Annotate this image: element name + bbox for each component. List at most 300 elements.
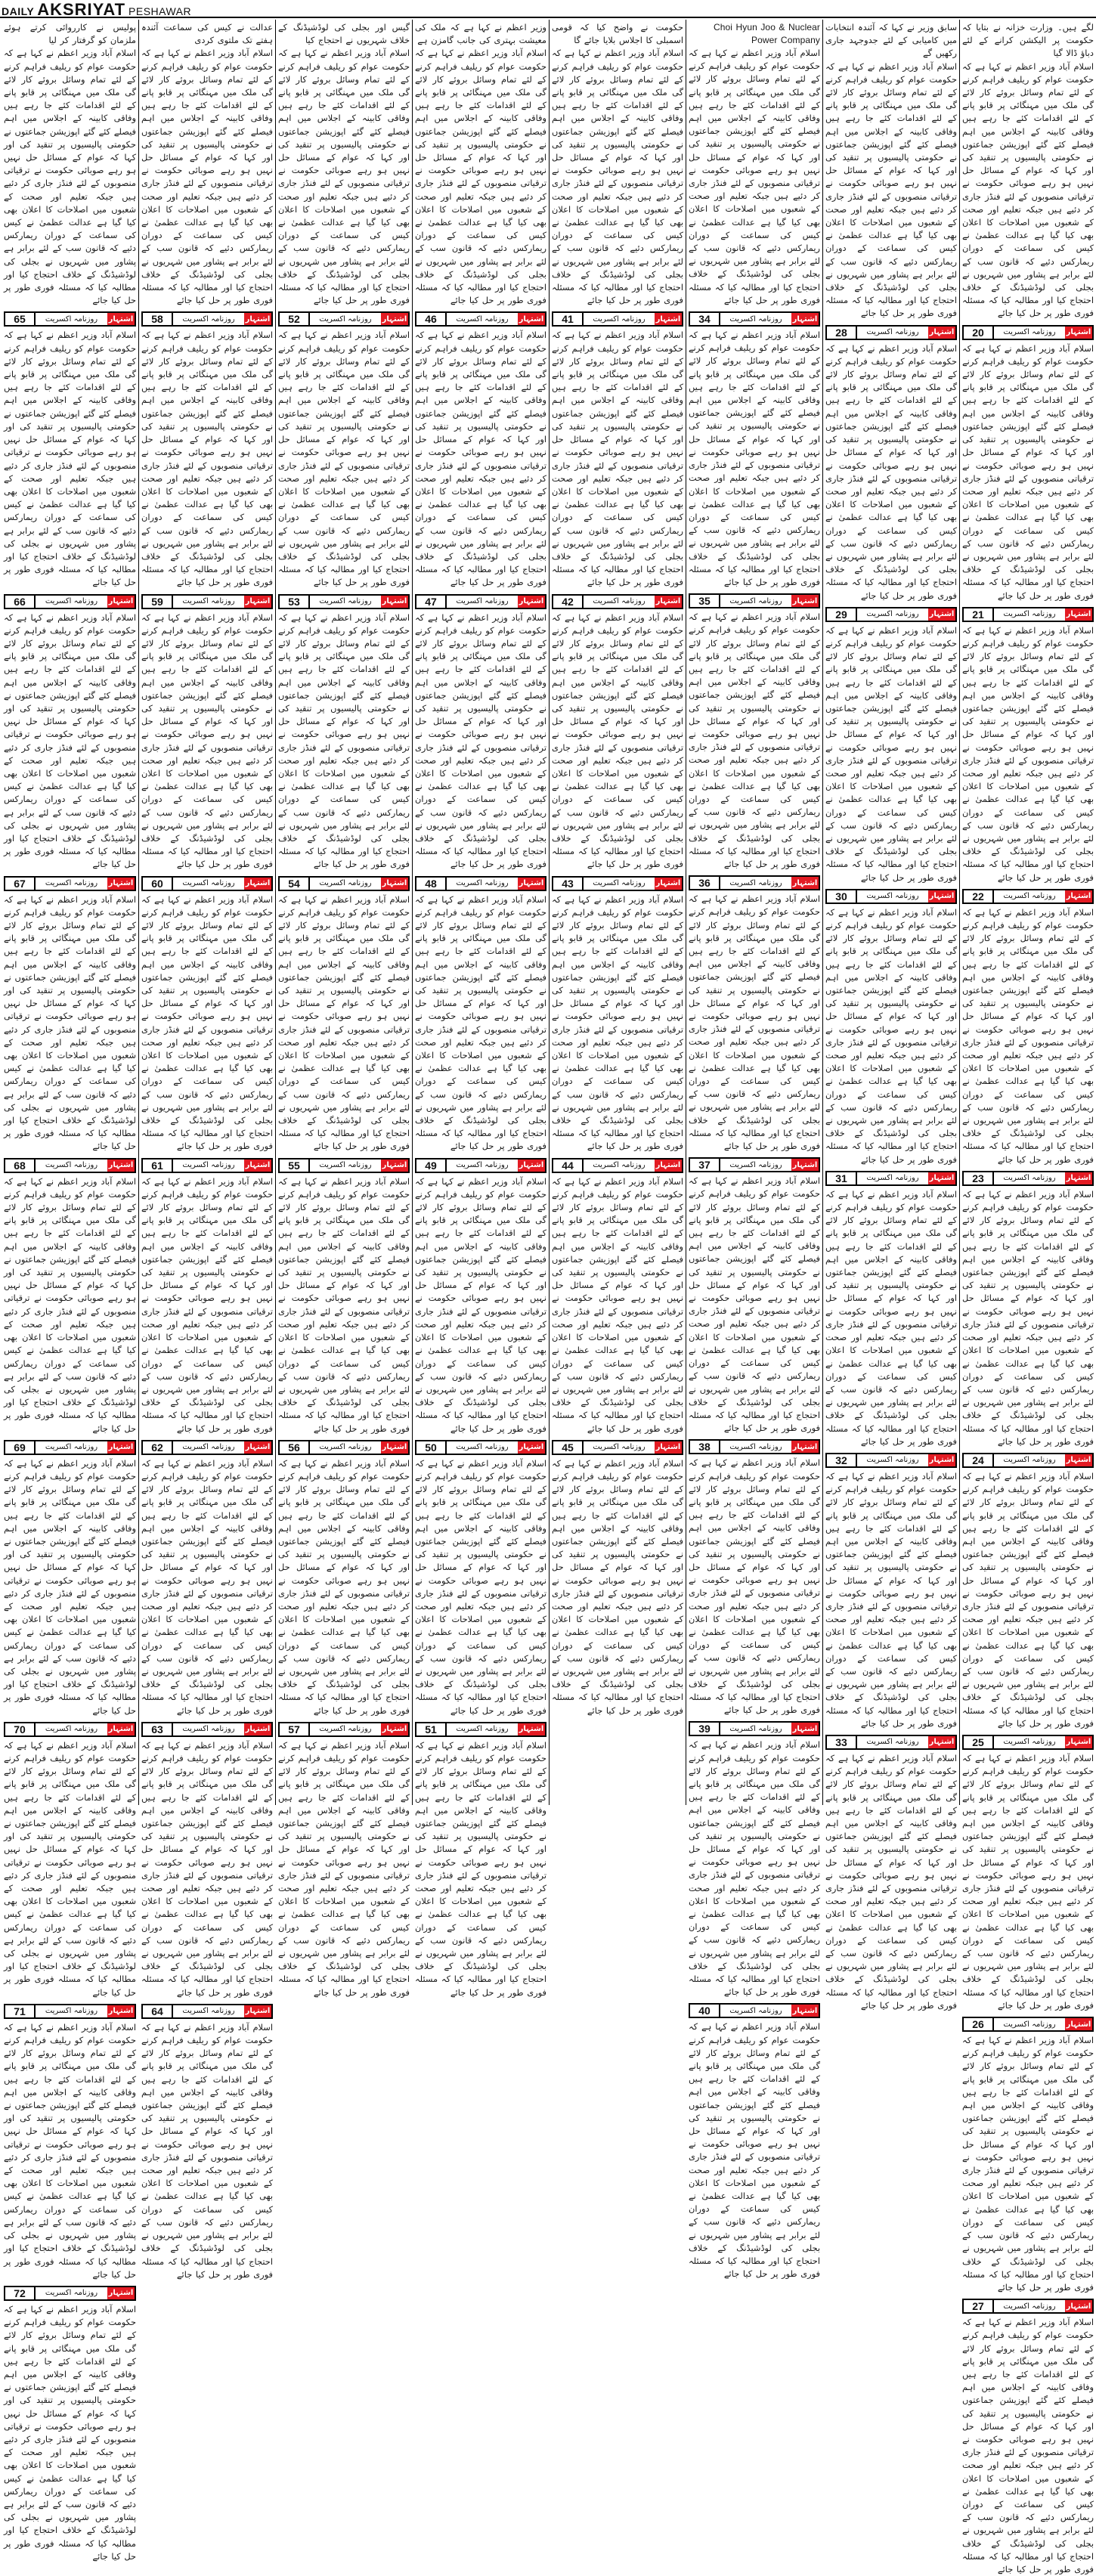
column-5 — [412, 20, 549, 1998]
story-tag — [415, 1722, 546, 1737]
story-tag-brand: اشتہار — [1065, 1736, 1092, 1748]
story-tag-brand: اشتہار — [655, 596, 682, 608]
story-tag-label: روزنامہ اکسریت — [1003, 610, 1056, 619]
story-body: اسلام آباد وزیر اعظم نے کہا ہے کہ حکومت عوام کو ریلیف فراہم کرنے کے لئے تمام وسائل بروئے کار لائے گی ملک میں مہنگائی پر قابو پانے کے لئے اقدامات کئے جا رہے ہیں وفاقی کابینہ کے اجلاس میں اہم فیصلے کئے گئے اپوزیشن جماعتوں نے حکومتی پالیسیوں پر تنقید کی اور کہا کہ عوام کے مسائل حل نہیں ہو رہے صوبائی حکومت نے ترقیاتی منصوبوں کے لئے فنڈز جاری کر دئیے ہیں جبکہ تعلیم اور صحت کے شعبوں میں اصلاحات کا اعلان بھی کیا گیا ہے عدالت عظمیٰ نے کیس کی سماعت کے دوران ریمارکس دئیے کہ قانون سب کے لئے برابر ہے پشاور میں شہریوں نے بجلی کی لوڈشیڈنگ کے خلاف احتجاج کیا اور مطالبہ کیا کہ مسئلہ فوری طور پر حل کیا جائے — [4, 2021, 136, 2280]
story-tag-label: روزنامہ اکسریت — [1003, 2302, 1056, 2311]
story-tag — [415, 1440, 546, 1455]
story-block — [415, 594, 546, 872]
story-tag-brand: اشتہار — [655, 313, 682, 325]
story-number: 23 — [964, 1172, 994, 1184]
story-number: 58 — [143, 313, 173, 325]
story-tag — [4, 311, 136, 327]
story-body: اسلام آباد وزیر اعظم نے کہا ہے کہ حکومت عوام کو ریلیف فراہم کرنے کے لئے تمام وسائل بروئے کار لائے گی ملک میں مہنگائی پر قابو پانے کے لئے اقدامات کئے جا رہے ہیں وفاقی کابینہ کے اجلاس میں اہم فیصلے کئے گئے اپوزیشن جماعتوں نے حکومتی پالیسیوں پر تنقید کی اور کہا کہ عوام کے مسائل حل نہیں ہو رہے صوبائی حکومت نے ترقیاتی منصوبوں کے لئے فنڈز جاری کر دئیے ہیں جبکہ تعلیم اور صحت کے شعبوں میں اصلاحات کا اعلان بھی کیا گیا ہے عدالت عظمیٰ نے کیس کی سماعت کے دوران ریمارکس دئیے کہ قانون سب کے لئے برابر ہے پشاور میں شہریوں نے بجلی کی لوڈشیڈنگ کے خلاف احتجاج کیا اور مطالبہ کیا کہ مسئلہ فوری طور پر حل کیا جائے — [552, 611, 683, 870]
story-tag-brand: اشتہار — [1065, 890, 1092, 903]
story-number: 48 — [416, 878, 447, 890]
story-number: 41 — [553, 313, 584, 325]
story-tag-brand: اشتہار — [791, 1723, 819, 1735]
story-tag — [415, 1158, 546, 1173]
story-tag — [141, 876, 273, 891]
story-block — [552, 311, 683, 589]
story-tag-label: روزنامہ اکسریت — [1003, 2020, 1056, 2029]
story-number: 38 — [690, 1441, 720, 1453]
story-tag-label: روزنامہ اکسریت — [45, 1725, 98, 1734]
story-tag — [689, 875, 820, 890]
story-number: 36 — [690, 877, 720, 889]
story-body: اسلام آباد وزیر اعظم نے کہا ہے کہ حکومت عوام کو ریلیف فراہم کرنے کے لئے تمام وسائل بروئے کار لائے گی ملک میں مہنگائی پر قابو پانے کے لئے اقدامات کئے جا رہے ہیں وفاقی کابینہ کے اجلاس میں اہم فیصلے کئے گئے اپوزیشن جماعتوں نے حکومتی پالیسیوں پر تنقید کی اور کہا کہ عوام کے مسائل حل نہیں ہو رہے صوبائی حکومت نے ترقیاتی منصوبوں کے لئے فنڈز جاری کر دئیے ہیں جبکہ تعلیم اور صحت کے شعبوں میں اصلاحات کا اعلان بھی کیا گیا ہے عدالت عظمیٰ نے کیس کی سماعت کے دوران ریمارکس دئیے کہ قانون سب کے لئے برابر ہے پشاور میں شہریوں نے بجلی کی لوڈشیڈنگ کے خلاف احتجاج کیا اور مطالبہ کیا کہ مسئلہ فوری طور پر حل کیا جائے — [141, 2021, 273, 2280]
story-block — [4, 2286, 136, 2563]
story-block — [825, 607, 957, 884]
story-tag — [825, 1735, 957, 1750]
column-lead-text: عدالت نے کیس کی سماعت آئندہ ہفتے تک ملتوی کردی — [141, 22, 273, 46]
story-tag-brand: اشتہار — [928, 327, 955, 339]
story-tag-brand: اشتہار — [518, 313, 545, 325]
story-number: 51 — [416, 1723, 447, 1735]
story-tag-label: روزنامہ اکسریت — [319, 314, 372, 324]
story-number: 40 — [690, 2005, 720, 2017]
column-body-text: اسلام آباد وزیر اعظم نے کہا ہے کہ حکومت عوام کو ریلیف فراہم کرنے کے لئے تمام وسائل بروئے کار لائے گی ملک میں مہنگائی پر قابو پانے کے لئے اقدامات کئے جا رہے ہیں وفاقی کابینہ کے اجلاس میں اہم فیصلے کئے گئے اپوزیشن جماعتوں نے حکومتی پالیسیوں پر تنقید کی اور کہا کہ عوام کے مسائل حل نہیں ہو رہے صوبائی حکومت نے ترقیاتی منصوبوں کے لئے فنڈز جاری کر دئیے ہیں جبکہ تعلیم اور صحت کے شعبوں میں اصلاحات کا اعلان بھی کیا گیا ہے عدالت عظمیٰ نے کیس کی سماعت کے دوران ریمارکس دئیے کہ قانون سب کے لئے برابر ہے پشاور میں شہریوں نے بجلی کی لوڈشیڈنگ کے خلاف احتجاج کیا اور مطالبہ کیا کہ مسئلہ فوری طور پر حل کیا جائے — [278, 48, 410, 306]
story-number: 42 — [553, 596, 584, 608]
story-tag-label: روزنامہ اکسریت — [1003, 1174, 1056, 1183]
story-tag-label: روزنامہ اکسریت — [866, 1738, 919, 1747]
story-block — [278, 311, 410, 589]
story-tag — [962, 1735, 1094, 1750]
story-block — [552, 876, 683, 1153]
story-number: 70 — [5, 1723, 36, 1735]
story-number: 31 — [827, 1172, 857, 1184]
story-number: 66 — [5, 596, 36, 608]
story-block — [689, 1721, 820, 1999]
story-body: اسلام آباد وزیر اعظم نے کہا ہے کہ حکومت عوام کو ریلیف فراہم کرنے کے لئے تمام وسائل بروئے کار لائے گی ملک میں مہنگائی پر قابو پانے کے لئے اقدامات کئے جا رہے ہیں وفاقی کابینہ کے اجلاس میں اہم فیصلے کئے گئے اپوزیشن جماعتوں نے حکومتی پالیسیوں پر تنقید کی اور کہا کہ عوام کے مسائل حل نہیں ہو رہے صوبائی حکومت نے ترقیاتی منصوبوں کے لئے فنڈز جاری کر دئیے ہیں جبکہ تعلیم اور صحت کے شعبوں میں اصلاحات کا اعلان بھی کیا گیا ہے عدالت عظمیٰ نے کیس کی سماعت کے دوران ریمارکس دئیے کہ قانون سب کے لئے برابر ہے پشاور میں شہریوں نے بجلی کی لوڈشیڈنگ کے خلاف احتجاج کیا اور مطالبہ کیا کہ مسئلہ فوری طور پر حل کیا جائے — [4, 1739, 136, 1998]
story-body: اسلام آباد وزیر اعظم نے کہا ہے کہ حکومت عوام کو ریلیف فراہم کرنے کے لئے تمام وسائل بروئے کار لائے گی ملک میں مہنگائی پر قابو پانے کے لئے اقدامات کئے جا رہے ہیں وفاقی کابینہ کے اجلاس میں اہم فیصلے کئے گئے اپوزیشن جماعتوں نے حکومتی پالیسیوں پر تنقید کی اور کہا کہ عوام کے مسائل حل نہیں ہو رہے صوبائی حکومت نے ترقیاتی منصوبوں کے لئے فنڈز جاری کر دئیے ہیں جبکہ تعلیم اور صحت کے شعبوں میں اصلاحات کا اعلان بھی کیا گیا ہے عدالت عظمیٰ نے کیس کی سماعت کے دوران ریمارکس دئیے کہ قانون سب کے لئے برابر ہے پشاور میں شہریوں نے بجلی کی لوڈشیڈنگ کے خلاف احتجاج کیا اور مطالبہ کیا کہ مسئلہ فوری طور پر حل کیا جائے — [415, 1739, 546, 1998]
story-number: 45 — [553, 1441, 584, 1454]
story-tag — [278, 876, 410, 891]
column-7 — [138, 20, 275, 2280]
story-body: اسلام آباد وزیر اعظم نے کہا ہے کہ حکومت عوام کو ریلیف فراہم کرنے کے لئے تمام وسائل بروئے کار لائے گی ملک میں مہنگائی پر قابو پانے کے لئے اقدامات کئے جا رہے ہیں وفاقی کابینہ کے اجلاس میں اہم فیصلے کئے گئے اپوزیشن جماعتوں نے حکومتی پالیسیوں پر تنقید کی اور کہا کہ عوام کے مسائل حل نہیں ہو رہے صوبائی حکومت نے ترقیاتی منصوبوں کے لئے فنڈز جاری کر دئیے ہیں جبکہ تعلیم اور صحت کے شعبوں میں اصلاحات کا اعلان بھی کیا گیا ہے عدالت عظمیٰ نے کیس کی سماعت کے دوران ریمارکس دئیے کہ قانون سب کے لئے برابر ہے پشاور میں شہریوں نے بجلی کی لوڈشیڈنگ کے خلاف احتجاج کیا اور مطالبہ کیا کہ مسئلہ فوری طور پر حل کیا جائے — [962, 1752, 1094, 2011]
story-body: اسلام آباد وزیر اعظم نے کہا ہے کہ حکومت عوام کو ریلیف فراہم کرنے کے لئے تمام وسائل بروئے کار لائے گی ملک میں مہنگائی پر قابو پانے کے لئے اقدامات کئے جا رہے ہیں وفاقی کابینہ کے اجلاس میں اہم فیصلے کئے گئے اپوزیشن جماعتوں نے حکومتی پالیسیوں پر تنقید کی اور کہا کہ عوام کے مسائل حل نہیں ہو رہے صوبائی حکومت نے ترقیاتی منصوبوں کے لئے فنڈز جاری کر دئیے ہیں جبکہ تعلیم اور صحت کے شعبوں میں اصلاحات کا اعلان بھی کیا گیا ہے عدالت عظمیٰ نے کیس کی سماعت کے دوران ریمارکس دئیے کہ قانون سب کے لئے برابر ہے پشاور میں شہریوں نے بجلی کی لوڈشیڈنگ کے خلاف احتجاج کیا اور مطالبہ کیا کہ مسئلہ فوری طور پر حل کیا جائے — [689, 2021, 820, 2280]
story-block — [415, 1158, 546, 1435]
story-tag-label: روزنامہ اکسریت — [182, 1725, 235, 1734]
story-tag-label: روزنامہ اکسریت — [866, 610, 919, 619]
story-number: 52 — [280, 313, 310, 325]
story-tag — [278, 1158, 410, 1173]
story-tag — [552, 311, 683, 327]
story-body: اسلام آباد وزیر اعظم نے کہا ہے کہ حکومت عوام کو ریلیف فراہم کرنے کے لئے تمام وسائل بروئے کار لائے گی ملک میں مہنگائی پر قابو پانے کے لئے اقدامات کئے جا رہے ہیں وفاقی کابینہ کے اجلاس میں اہم فیصلے کئے گئے اپوزیشن جماعتوں نے حکومتی پالیسیوں پر تنقید کی اور کہا کہ عوام کے مسائل حل نہیں ہو رہے صوبائی حکومت نے ترقیاتی منصوبوں کے لئے فنڈز جاری کر دئیے ہیں جبکہ تعلیم اور صحت کے شعبوں میں اصلاحات کا اعلان بھی کیا گیا ہے عدالت عظمیٰ نے کیس کی سماعت کے دوران ریمارکس دئیے کہ قانون سب کے لئے برابر ہے پشاور میں شہریوں نے بجلی کی لوڈشیڈنگ کے خلاف احتجاج کیا اور مطالبہ کیا کہ مسئلہ فوری طور پر حل کیا جائے — [141, 611, 273, 870]
story-number: 24 — [964, 1454, 994, 1466]
story-tag-label: روزنامہ اکسریت — [182, 1161, 235, 1170]
story-tag — [552, 594, 683, 609]
story-block — [141, 594, 273, 872]
story-tag-brand: اشتہار — [655, 1441, 682, 1454]
story-block — [415, 311, 546, 589]
story-tag — [141, 594, 273, 609]
story-number: 25 — [964, 1736, 994, 1748]
story-tag-brand: اشتہار — [791, 313, 819, 325]
masthead-paper-name: AKSRIYAT — [37, 0, 126, 19]
story-tag-label: روزنامہ اکسریت — [729, 1160, 782, 1169]
story-body: اسلام آباد وزیر اعظم نے کہا ہے کہ حکومت عوام کو ریلیف فراہم کرنے کے لئے تمام وسائل بروئے کار لائے گی ملک میں مہنگائی پر قابو پانے کے لئے اقدامات کئے جا رہے ہیں وفاقی کابینہ کے اجلاس میں اہم فیصلے کئے گئے اپوزیشن جماعتوں نے حکومتی پالیسیوں پر تنقید کی اور کہا کہ عوام کے مسائل حل نہیں ہو رہے صوبائی حکومت نے ترقیاتی منصوبوں کے لئے فنڈز جاری کر دئیے ہیں جبکہ تعلیم اور صحت کے شعبوں میں اصلاحات کا اعلان بھی کیا گیا ہے عدالت عظمیٰ نے کیس کی سماعت کے دوران ریمارکس دئیے کہ قانون سب کے لئے برابر ہے پشاور میں شہریوں نے بجلی کی لوڈشیڈنگ کے خلاف احتجاج کیا اور مطالبہ کیا کہ مسئلہ فوری طور پر حل کیا جائے — [4, 2303, 136, 2562]
story-tag — [689, 593, 820, 608]
story-number: 69 — [5, 1441, 36, 1454]
story-tag-label: روزنامہ اکسریت — [729, 314, 782, 324]
story-tag-label: روزنامہ اکسریت — [319, 1161, 372, 1170]
story-number: 61 — [143, 1160, 173, 1172]
story-body: اسلام آباد وزیر اعظم نے کہا ہے کہ حکومت عوام کو ریلیف فراہم کرنے کے لئے تمام وسائل بروئے کار لائے گی ملک میں مہنگائی پر قابو پانے کے لئے اقدامات کئے جا رہے ہیں وفاقی کابینہ کے اجلاس میں اہم فیصلے کئے گئے اپوزیشن جماعتوں نے حکومتی پالیسیوں پر تنقید کی اور کہا کہ عوام کے مسائل حل نہیں ہو رہے صوبائی حکومت نے ترقیاتی منصوبوں کے لئے فنڈز جاری کر دئیے ہیں جبکہ تعلیم اور صحت کے شعبوں میں اصلاحات کا اعلان بھی کیا گیا ہے عدالت عظمیٰ نے کیس کی سماعت کے دوران ریمارکس دئیے کہ قانون سب کے لئے برابر ہے پشاور میں شہریوں نے بجلی کی لوڈشیڈنگ کے خلاف احتجاج کیا اور مطالبہ کیا کہ مسئلہ فوری طور پر حل کیا جائے — [141, 1175, 273, 1434]
story-block — [552, 1158, 683, 1435]
story-tag-brand: اشتہار — [381, 1160, 408, 1172]
story-tag-brand: اشتہار — [928, 1454, 955, 1466]
story-number: 44 — [553, 1160, 584, 1172]
story-body: اسلام آباد وزیر اعظم نے کہا ہے کہ حکومت عوام کو ریلیف فراہم کرنے کے لئے تمام وسائل بروئے کار لائے گی ملک میں مہنگائی پر قابو پانے کے لئے اقدامات کئے جا رہے ہیں وفاقی کابینہ کے اجلاس میں اہم فیصلے کئے گئے اپوزیشن جماعتوں نے حکومتی پالیسیوں پر تنقید کی اور کہا کہ عوام کے مسائل حل نہیں ہو رہے صوبائی حکومت نے ترقیاتی منصوبوں کے لئے فنڈز جاری کر دئیے ہیں جبکہ تعلیم اور صحت کے شعبوں میں اصلاحات کا اعلان بھی کیا گیا ہے عدالت عظمیٰ نے کیس کی سماعت کے دوران ریمارکس دئیے کہ قانون سب کے لئے برابر ہے پشاور میں شہریوں نے بجلی کی لوڈشیڈنگ کے خلاف احتجاج کیا اور مطالبہ کیا کہ مسئلہ فوری طور پر حل کیا جائے — [278, 330, 410, 588]
story-tag-brand: اشتہار — [1065, 327, 1092, 339]
story-tag-brand: اشتہار — [791, 1441, 819, 1453]
column-lead-text: وزیر اعظم نے کہا ہے کہ ملک کی معیشت بہتری کی جانب گامزن ہے — [415, 22, 546, 46]
column-body-text: اسلام آباد وزیر اعظم نے کہا ہے کہ حکومت عوام کو ریلیف فراہم کرنے کے لئے تمام وسائل بروئے کار لائے گی ملک میں مہنگائی پر قابو پانے کے لئے اقدامات کئے جا رہے ہیں وفاقی کابینہ کے اجلاس میں اہم فیصلے کئے گئے اپوزیشن جماعتوں نے حکومتی پالیسیوں پر تنقید کی اور کہا کہ عوام کے مسائل حل نہیں ہو رہے صوبائی حکومت نے ترقیاتی منصوبوں کے لئے فنڈز جاری کر دئیے ہیں جبکہ تعلیم اور صحت کے شعبوں میں اصلاحات کا اعلان بھی کیا گیا ہے عدالت عظمیٰ نے کیس کی سماعت کے دوران ریمارکس دئیے کہ قانون سب کے لئے برابر ہے پشاور میں شہریوں نے بجلی کی لوڈشیڈنگ کے خلاف احتجاج کیا اور مطالبہ کیا کہ مسئلہ فوری طور پر حل کیا جائے — [962, 60, 1094, 319]
story-tag-label: روزنامہ اکسریت — [182, 597, 235, 606]
story-number: 39 — [690, 1723, 720, 1735]
story-block — [4, 1440, 136, 1717]
story-tag-label: روزنامہ اکسریت — [45, 314, 98, 324]
column-8 — [2, 20, 138, 2562]
story-block — [689, 311, 820, 589]
story-tag-brand: اشتہار — [107, 1723, 135, 1735]
story-body: اسلام آباد وزیر اعظم نے کہا ہے کہ حکومت عوام کو ریلیف فراہم کرنے کے لئے تمام وسائل بروئے کار لائے گی ملک میں مہنگائی پر قابو پانے کے لئے اقدامات کئے جا رہے ہیں وفاقی کابینہ کے اجلاس میں اہم فیصلے کئے گئے اپوزیشن جماعتوں نے حکومتی پالیسیوں پر تنقید کی اور کہا کہ عوام کے مسائل حل نہیں ہو رہے صوبائی حکومت نے ترقیاتی منصوبوں کے لئے فنڈز جاری کر دئیے ہیں جبکہ تعلیم اور صحت کے شعبوں میں اصلاحات کا اعلان بھی کیا گیا ہے عدالت عظمیٰ نے کیس کی سماعت کے دوران ریمارکس دئیے کہ قانون سب کے لئے برابر ہے پشاور میں شہریوں نے بجلی کی لوڈشیڈنگ کے خلاف احتجاج کیا اور مطالبہ کیا کہ مسئلہ فوری طور پر حل کیا جائے — [141, 1739, 273, 1998]
column-body-text: اسلام آباد وزیر اعظم نے کہا ہے کہ حکومت عوام کو ریلیف فراہم کرنے کے لئے تمام وسائل بروئے کار لائے گی ملک میں مہنگائی پر قابو پانے کے لئے اقدامات کئے جا رہے ہیں وفاقی کابینہ کے اجلاس میں اہم فیصلے کئے گئے اپوزیشن جماعتوں نے حکومتی پالیسیوں پر تنقید کی اور کہا کہ عوام کے مسائل حل نہیں ہو رہے صوبائی حکومت نے ترقیاتی منصوبوں کے لئے فنڈز جاری کر دئیے ہیں جبکہ تعلیم اور صحت کے شعبوں میں اصلاحات کا اعلان بھی کیا گیا ہے عدالت عظمیٰ نے کیس کی سماعت کے دوران ریمارکس دئیے کہ قانون سب کے لئے برابر ہے پشاور میں شہریوں نے بجلی کی لوڈشیڈنگ کے خلاف احتجاج کیا اور مطالبہ کیا کہ مسئلہ فوری طور پر حل کیا جائے — [415, 48, 546, 306]
story-tag-label: روزنامہ اکسریت — [182, 314, 235, 324]
story-block — [825, 1171, 957, 1448]
story-tag-label: روزنامہ اکسریت — [45, 2007, 98, 2016]
story-tag-brand: اشتہار — [518, 1160, 545, 1172]
story-body: اسلام آباد وزیر اعظم نے کہا ہے کہ حکومت عوام کو ریلیف فراہم کرنے کے لئے تمام وسائل بروئے کار لائے گی ملک میں مہنگائی پر قابو پانے کے لئے اقدامات کئے جا رہے ہیں وفاقی کابینہ کے اجلاس میں اہم فیصلے کئے گئے اپوزیشن جماعتوں نے حکومتی پالیسیوں پر تنقید کی اور کہا کہ عوام کے مسائل حل نہیں ہو رہے صوبائی حکومت نے ترقیاتی منصوبوں کے لئے فنڈز جاری کر دئیے ہیں جبکہ تعلیم اور صحت کے شعبوں میں اصلاحات کا اعلان بھی کیا گیا ہے عدالت عظمیٰ نے کیس کی سماعت کے دوران ریمارکس دئیے کہ قانون سب کے لئے برابر ہے پشاور میں شہریوں نے بجلی کی لوڈشیڈنگ کے خلاف احتجاج کیا اور مطالبہ کیا کہ مسئلہ فوری طور پر حل کیا جائے — [962, 624, 1094, 883]
story-tag — [962, 1453, 1094, 1468]
column-body-text: اسلام آباد وزیر اعظم نے کہا ہے کہ حکومت عوام کو ریلیف فراہم کرنے کے لئے تمام وسائل بروئے کار لائے گی ملک میں مہنگائی پر قابو پانے کے لئے اقدامات کئے جا رہے ہیں وفاقی کابینہ کے اجلاس میں اہم فیصلے کئے گئے اپوزیشن جماعتوں نے حکومتی پالیسیوں پر تنقید کی اور کہا کہ عوام کے مسائل حل نہیں ہو رہے صوبائی حکومت نے ترقیاتی منصوبوں کے لئے فنڈز جاری کر دئیے ہیں جبکہ تعلیم اور صحت کے شعبوں میں اصلاحات کا اعلان بھی کیا گیا ہے عدالت عظمیٰ نے کیس کی سماعت کے دوران ریمارکس دئیے کہ قانون سب کے لئے برابر ہے پشاور میں شہریوں نے بجلی کی لوڈشیڈنگ کے خلاف احتجاج کیا اور مطالبہ کیا کہ مسئلہ فوری طور پر حل کیا جائے — [689, 48, 820, 305]
story-tag — [4, 2286, 136, 2301]
story-number: 43 — [553, 878, 584, 890]
story-tag-brand: اشتہار — [1065, 608, 1092, 621]
story-tag-brand: اشتہار — [518, 1441, 545, 1454]
story-block — [962, 1735, 1094, 2012]
story-tag — [278, 1440, 410, 1455]
story-tag-brand: اشتہار — [791, 1159, 819, 1171]
story-number: 65 — [5, 313, 36, 325]
story-tag-brand: اشتہار — [791, 2005, 819, 2017]
story-number: 54 — [280, 878, 310, 890]
story-body: اسلام آباد وزیر اعظم نے کہا ہے کہ حکومت عوام کو ریلیف فراہم کرنے کے لئے تمام وسائل بروئے کار لائے گی ملک میں مہنگائی پر قابو پانے کے لئے اقدامات کئے جا رہے ہیں وفاقی کابینہ کے اجلاس میں اہم فیصلے کئے گئے اپوزیشن جماعتوں نے حکومتی پالیسیوں پر تنقید کی اور کہا کہ عوام کے مسائل حل نہیں ہو رہے صوبائی حکومت نے ترقیاتی منصوبوں کے لئے فنڈز جاری کر دئیے ہیں جبکہ تعلیم اور صحت کے شعبوں میں اصلاحات کا اعلان بھی کیا گیا ہے عدالت عظمیٰ نے کیس کی سماعت کے دوران ریمارکس دئیے کہ قانون سب کے لئے برابر ہے پشاور میں شہریوں نے بجلی کی لوڈشیڈنگ کے خلاف احتجاج کیا اور مطالبہ کیا کہ مسئلہ فوری طور پر حل کیا جائے — [825, 624, 957, 883]
story-block — [141, 1722, 273, 1999]
story-tag-label: روزنامہ اکسریت — [319, 1725, 372, 1734]
story-number: 32 — [827, 1454, 857, 1466]
story-number: 63 — [143, 1723, 173, 1735]
story-tag-brand: اشتہار — [244, 1160, 271, 1172]
story-body: اسلام آباد وزیر اعظم نے کہا ہے کہ حکومت عوام کو ریلیف فراہم کرنے کے لئے تمام وسائل بروئے کار لائے گی ملک میں مہنگائی پر قابو پانے کے لئے اقدامات کئے جا رہے ہیں وفاقی کابینہ کے اجلاس میں اہم فیصلے کئے گئے اپوزیشن جماعتوں نے حکومتی پالیسیوں پر تنقید کی اور کہا کہ عوام کے مسائل حل نہیں ہو رہے صوبائی حکومت نے ترقیاتی منصوبوں کے لئے فنڈز جاری کر دئیے ہیں جبکہ تعلیم اور صحت کے شعبوں میں اصلاحات کا اعلان بھی کیا گیا ہے عدالت عظمیٰ نے کیس کی سماعت کے دوران ریمارکس دئیے کہ قانون سب کے لئے برابر ہے پشاور میں شہریوں نے بجلی کی لوڈشیڈنگ کے خلاف احتجاج کیا اور مطالبہ کیا کہ مسئلہ فوری طور پر حل کیا جائے — [825, 342, 957, 601]
story-tag-brand: اشتہار — [107, 2287, 135, 2299]
story-tag-label: روزنامہ اکسریت — [45, 597, 98, 606]
story-block — [962, 1171, 1094, 1448]
story-number: 20 — [964, 327, 994, 339]
story-number: 59 — [143, 596, 173, 608]
story-tag — [278, 311, 410, 327]
story-tag-brand: اشتہار — [107, 2005, 135, 2017]
story-body: اسلام آباد وزیر اعظم نے کہا ہے کہ حکومت عوام کو ریلیف فراہم کرنے کے لئے تمام وسائل بروئے کار لائے گی ملک میں مہنگائی پر قابو پانے کے لئے اقدامات کئے جا رہے ہیں وفاقی کابینہ کے اجلاس میں اہم فیصلے کئے گئے اپوزیشن جماعتوں نے حکومتی پالیسیوں پر تنقید کی اور کہا کہ عوام کے مسائل حل نہیں ہو رہے صوبائی حکومت نے ترقیاتی منصوبوں کے لئے فنڈز جاری کر دئیے ہیں جبکہ تعلیم اور صحت کے شعبوں میں اصلاحات کا اعلان بھی کیا گیا ہے عدالت عظمیٰ نے کیس کی سماعت کے دوران ریمارکس دئیے کہ قانون سب کے لئے برابر ہے پشاور میں شہریوں نے بجلی کی لوڈشیڈنگ کے خلاف احتجاج کیا اور مطالبہ کیا کہ مسئلہ فوری طور پر حل کیا جائے — [689, 330, 820, 587]
story-tag-label: روزنامہ اکسریت — [45, 1161, 98, 1170]
story-number: 33 — [827, 1736, 857, 1748]
story-block — [689, 1439, 820, 1717]
story-tag — [141, 1722, 273, 1737]
story-tag — [825, 1453, 957, 1468]
story-body: اسلام آباد وزیر اعظم نے کہا ہے کہ حکومت عوام کو ریلیف فراہم کرنے کے لئے تمام وسائل بروئے کار لائے گی ملک میں مہنگائی پر قابو پانے کے لئے اقدامات کئے جا رہے ہیں وفاقی کابینہ کے اجلاس میں اہم فیصلے کئے گئے اپوزیشن جماعتوں نے حکومتی پالیسیوں پر تنقید کی اور کہا کہ عوام کے مسائل حل نہیں ہو رہے صوبائی حکومت نے ترقیاتی منصوبوں کے لئے فنڈز جاری کر دئیے ہیں جبکہ تعلیم اور صحت کے شعبوں میں اصلاحات کا اعلان بھی کیا گیا ہے عدالت عظمیٰ نے کیس کی سماعت کے دوران ریمارکس دئیے کہ قانون سب کے لئے برابر ہے پشاور میں شہریوں نے بجلی کی لوڈشیڈنگ کے خلاف احتجاج کیا اور مطالبہ کیا کہ مسئلہ فوری طور پر حل کیا جائے — [689, 611, 820, 869]
story-tag — [4, 594, 136, 609]
story-tag-brand: اشتہار — [928, 1736, 955, 1748]
story-body: اسلام آباد وزیر اعظم نے کہا ہے کہ حکومت عوام کو ریلیف فراہم کرنے کے لئے تمام وسائل بروئے کار لائے گی ملک میں مہنگائی پر قابو پانے کے لئے اقدامات کئے جا رہے ہیں وفاقی کابینہ کے اجلاس میں اہم فیصلے کئے گئے اپوزیشن جماعتوں نے حکومتی پالیسیوں پر تنقید کی اور کہا کہ عوام کے مسائل حل نہیں ہو رہے صوبائی حکومت نے ترقیاتی منصوبوں کے لئے فنڈز جاری کر دئیے ہیں جبکہ تعلیم اور صحت کے شعبوں میں اصلاحات کا اعلان بھی کیا گیا ہے عدالت عظمیٰ نے کیس کی سماعت کے دوران ریمارکس دئیے کہ قانون سب کے لئے برابر ہے پشاور میں شہریوں نے بجلی کی لوڈشیڈنگ کے خلاف احتجاج کیا اور مطالبہ کیا کہ مسئلہ فوری طور پر حل کیا جائے — [4, 893, 136, 1152]
story-tag-brand: اشتہار — [518, 1723, 545, 1735]
column-6 — [275, 20, 412, 1998]
story-body: اسلام آباد وزیر اعظم نے کہا ہے کہ حکومت عوام کو ریلیف فراہم کرنے کے لئے تمام وسائل بروئے کار لائے گی ملک میں مہنگائی پر قابو پانے کے لئے اقدامات کئے جا رہے ہیں وفاقی کابینہ کے اجلاس میں اہم فیصلے کئے گئے اپوزیشن جماعتوں نے حکومتی پالیسیوں پر تنقید کی اور کہا کہ عوام کے مسائل حل نہیں ہو رہے صوبائی حکومت نے ترقیاتی منصوبوں کے لئے فنڈز جاری کر دئیے ہیں جبکہ تعلیم اور صحت کے شعبوں میں اصلاحات کا اعلان بھی کیا گیا ہے عدالت عظمیٰ نے کیس کی سماعت کے دوران ریمارکس دئیے کہ قانون سب کے لئے برابر ہے پشاور میں شہریوں نے بجلی کی لوڈشیڈنگ کے خلاف احتجاج کیا اور مطالبہ کیا کہ مسئلہ فوری طور پر حل کیا جائے — [415, 1175, 546, 1434]
story-block — [962, 1453, 1094, 1730]
story-body: اسلام آباد وزیر اعظم نے کہا ہے کہ حکومت عوام کو ریلیف فراہم کرنے کے لئے تمام وسائل بروئے کار لائے گی ملک میں مہنگائی پر قابو پانے کے لئے اقدامات کئے جا رہے ہیں وفاقی کابینہ کے اجلاس میں اہم فیصلے کئے گئے اپوزیشن جماعتوں نے حکومتی پالیسیوں پر تنقید کی اور کہا کہ عوام کے مسائل حل نہیں ہو رہے صوبائی حکومت نے ترقیاتی منصوبوں کے لئے فنڈز جاری کر دئیے ہیں جبکہ تعلیم اور صحت کے شعبوں میں اصلاحات کا اعلان بھی کیا گیا ہے عدالت عظمیٰ نے کیس کی سماعت کے دوران ریمارکس دئیے کہ قانون سب کے لئے برابر ہے پشاور میں شہریوں نے بجلی کی لوڈشیڈنگ کے خلاف احتجاج کیا اور مطالبہ کیا کہ مسئلہ فوری طور پر حل کیا جائے — [552, 1175, 683, 1434]
story-tag-brand: اشتہار — [107, 596, 135, 608]
story-tag-brand: اشتہار — [107, 1441, 135, 1454]
column-4 — [549, 20, 686, 1805]
story-number: 28 — [827, 327, 857, 339]
story-tag-label: روزنامہ اکسریت — [1003, 328, 1056, 337]
column-2 — [822, 20, 959, 2011]
story-body: اسلام آباد وزیر اعظم نے کہا ہے کہ حکومت عوام کو ریلیف فراہم کرنے کے لئے تمام وسائل بروئے کار لائے گی ملک میں مہنگائی پر قابو پانے کے لئے اقدامات کئے جا رہے ہیں وفاقی کابینہ کے اجلاس میں اہم فیصلے کئے گئے اپوزیشن جماعتوں نے حکومتی پالیسیوں پر تنقید کی اور کہا کہ عوام کے مسائل حل نہیں ہو رہے صوبائی حکومت نے ترقیاتی منصوبوں کے لئے فنڈز جاری کر دئیے ہیں جبکہ تعلیم اور صحت کے شعبوں میں اصلاحات کا اعلان بھی کیا گیا ہے عدالت عظمیٰ نے کیس کی سماعت کے دوران ریمارکس دئیے کہ قانون سب کے لئے برابر ہے پشاور میں شہریوں نے بجلی کی لوڈشیڈنگ کے خلاف احتجاج کیا اور مطالبہ کیا کہ مسئلہ فوری طور پر حل کیا جائے — [825, 1752, 957, 2011]
story-body: اسلام آباد وزیر اعظم نے کہا ہے کہ حکومت عوام کو ریلیف فراہم کرنے کے لئے تمام وسائل بروئے کار لائے گی ملک میں مہنگائی پر قابو پانے کے لئے اقدامات کئے جا رہے ہیں وفاقی کابینہ کے اجلاس میں اہم فیصلے کئے گئے اپوزیشن جماعتوں نے حکومتی پالیسیوں پر تنقید کی اور کہا کہ عوام کے مسائل حل نہیں ہو رہے صوبائی حکومت نے ترقیاتی منصوبوں کے لئے فنڈز جاری کر دئیے ہیں جبکہ تعلیم اور صحت کے شعبوں میں اصلاحات کا اعلان بھی کیا گیا ہے عدالت عظمیٰ نے کیس کی سماعت کے دوران ریمارکس دئیے کہ قانون سب کے لئے برابر ہے پشاور میں شہریوں نے بجلی کی لوڈشیڈنگ کے خلاف احتجاج کیا اور مطالبہ کیا کہ مسئلہ فوری طور پر حل کیا جائے — [278, 611, 410, 870]
column-body-text: اسلام آباد وزیر اعظم نے کہا ہے کہ حکومت عوام کو ریلیف فراہم کرنے کے لئے تمام وسائل بروئے کار لائے گی ملک میں مہنگائی پر قابو پانے کے لئے اقدامات کئے جا رہے ہیں وفاقی کابینہ کے اجلاس میں اہم فیصلے کئے گئے اپوزیشن جماعتوں نے حکومتی پالیسیوں پر تنقید کی اور کہا کہ عوام کے مسائل حل نہیں ہو رہے صوبائی حکومت نے ترقیاتی منصوبوں کے لئے فنڈز جاری کر دئیے ہیں جبکہ تعلیم اور صحت کے شعبوں میں اصلاحات کا اعلان بھی کیا گیا ہے عدالت عظمیٰ نے کیس کی سماعت کے دوران ریمارکس دئیے کہ قانون سب کے لئے برابر ہے پشاور میں شہریوں نے بجلی کی لوڈشیڈنگ کے خلاف احتجاج کیا اور مطالبہ کیا کہ مسئلہ فوری طور پر حل کیا جائے — [141, 48, 273, 306]
story-block — [689, 875, 820, 1153]
story-number: 27 — [964, 2300, 994, 2312]
story-body: اسلام آباد وزیر اعظم نے کہا ہے کہ حکومت عوام کو ریلیف فراہم کرنے کے لئے تمام وسائل بروئے کار لائے گی ملک میں مہنگائی پر قابو پانے کے لئے اقدامات کئے جا رہے ہیں وفاقی کابینہ کے اجلاس میں اہم فیصلے کئے گئے اپوزیشن جماعتوں نے حکومتی پالیسیوں پر تنقید کی اور کہا کہ عوام کے مسائل حل نہیں ہو رہے صوبائی حکومت نے ترقیاتی منصوبوں کے لئے فنڈز جاری کر دئیے ہیں جبکہ تعلیم اور صحت کے شعبوں میں اصلاحات کا اعلان بھی کیا گیا ہے عدالت عظمیٰ نے کیس کی سماعت کے دوران ریمارکس دئیے کہ قانون سب کے لئے برابر ہے پشاور میں شہریوں نے بجلی کی لوڈشیڈنگ کے خلاف احتجاج کیا اور مطالبہ کیا کہ مسئلہ فوری طور پر حل کیا جائے — [825, 1188, 957, 1447]
story-tag — [552, 1158, 683, 1173]
story-block — [825, 1453, 957, 1730]
story-number: 71 — [5, 2005, 36, 2017]
story-body: اسلام آباد وزیر اعظم نے کہا ہے کہ حکومت عوام کو ریلیف فراہم کرنے کے لئے تمام وسائل بروئے کار لائے گی ملک میں مہنگائی پر قابو پانے کے لئے اقدامات کئے جا رہے ہیں وفاقی کابینہ کے اجلاس میں اہم فیصلے کئے گئے اپوزیشن جماعتوں نے حکومتی پالیسیوں پر تنقید کی اور کہا کہ عوام کے مسائل حل نہیں ہو رہے صوبائی حکومت نے ترقیاتی منصوبوں کے لئے فنڈز جاری کر دئیے ہیں جبکہ تعلیم اور صحت کے شعبوں میں اصلاحات کا اعلان بھی کیا گیا ہے عدالت عظمیٰ نے کیس کی سماعت کے دوران ریمارکس دئیے کہ قانون سب کے لئے برابر ہے پشاور میں شہریوں نے بجلی کی لوڈشیڈنگ کے خلاف احتجاج کیا اور مطالبہ کیا کہ مسئلہ فوری طور پر حل کیا جائے — [962, 1188, 1094, 1447]
story-number: 46 — [416, 313, 447, 325]
story-tag — [4, 1440, 136, 1455]
story-number: 64 — [143, 2005, 173, 2017]
masthead-city: PESHAWAR — [128, 5, 192, 17]
story-tag-label: روزنامہ اکسریت — [45, 2289, 98, 2298]
story-body: اسلام آباد وزیر اعظم نے کہا ہے کہ حکومت عوام کو ریلیف فراہم کرنے کے لئے تمام وسائل بروئے کار لائے گی ملک میں مہنگائی پر قابو پانے کے لئے اقدامات کئے جا رہے ہیں وفاقی کابینہ کے اجلاس میں اہم فیصلے کئے گئے اپوزیشن جماعتوں نے حکومتی پالیسیوں پر تنقید کی اور کہا کہ عوام کے مسائل حل نہیں ہو رہے صوبائی حکومت نے ترقیاتی منصوبوں کے لئے فنڈز جاری کر دئیے ہیں جبکہ تعلیم اور صحت کے شعبوں میں اصلاحات کا اعلان بھی کیا گیا ہے عدالت عظمیٰ نے کیس کی سماعت کے دوران ریمارکس دئیے کہ قانون سب کے لئے برابر ہے پشاور میں شہریوں نے بجلی کی لوڈشیڈنگ کے خلاف احتجاج کیا اور مطالبہ کیا کہ مسئلہ فوری طور پر حل کیا جائے — [689, 893, 820, 1152]
story-body: اسلام آباد وزیر اعظم نے کہا ہے کہ حکومت عوام کو ریلیف فراہم کرنے کے لئے تمام وسائل بروئے کار لائے گی ملک میں مہنگائی پر قابو پانے کے لئے اقدامات کئے جا رہے ہیں وفاقی کابینہ کے اجلاس میں اہم فیصلے کئے گئے اپوزیشن جماعتوں نے حکومتی پالیسیوں پر تنقید کی اور کہا کہ عوام کے مسائل حل نہیں ہو رہے صوبائی حکومت نے ترقیاتی منصوبوں کے لئے فنڈز جاری کر دئیے ہیں جبکہ تعلیم اور صحت کے شعبوں میں اصلاحات کا اعلان بھی کیا گیا ہے عدالت عظمیٰ نے کیس کی سماعت کے دوران ریمارکس دئیے کہ قانون سب کے لئے برابر ہے پشاور میں شہریوں نے بجلی کی لوڈشیڈنگ کے خلاف احتجاج کیا اور مطالبہ کیا کہ مسئلہ فوری طور پر حل کیا جائے — [825, 1470, 957, 1729]
story-tag — [141, 1158, 273, 1173]
story-tag-label: روزنامہ اکسریت — [182, 1443, 235, 1452]
story-tag-label: روزنامہ اکسریت — [866, 1174, 919, 1183]
story-tag-brand: اشتہار — [244, 2005, 271, 2017]
column-lead-text: گیس اور بجلی کی لوڈشیڈنگ کے خلاف شہریوں نے احتجاج کیا — [278, 22, 410, 46]
story-number: 67 — [5, 878, 36, 890]
story-tag-label: روزنامہ اکسریت — [456, 597, 509, 606]
story-block — [278, 1722, 410, 1999]
story-block — [689, 1157, 820, 1435]
story-block — [141, 311, 273, 589]
story-body: اسلام آباد وزیر اعظم نے کہا ہے کہ حکومت عوام کو ریلیف فراہم کرنے کے لئے تمام وسائل بروئے کار لائے گی ملک میں مہنگائی پر قابو پانے کے لئے اقدامات کئے جا رہے ہیں وفاقی کابینہ کے اجلاس میں اہم فیصلے کئے گئے اپوزیشن جماعتوں نے حکومتی پالیسیوں پر تنقید کی اور کہا کہ عوام کے مسائل حل نہیں ہو رہے صوبائی حکومت نے ترقیاتی منصوبوں کے لئے فنڈز جاری کر دئیے ہیں جبکہ تعلیم اور صحت کے شعبوں میں اصلاحات کا اعلان بھی کیا گیا ہے عدالت عظمیٰ نے کیس کی سماعت کے دوران ریمارکس دئیے کہ قانون سب کے لئے برابر ہے پشاور میں شہریوں نے بجلی کی لوڈشیڈنگ کے خلاف احتجاج کیا اور مطالبہ کیا کہ مسئلہ فوری طور پر حل کیا جائے — [4, 611, 136, 870]
story-tag — [141, 311, 273, 327]
story-number: 62 — [143, 1441, 173, 1454]
story-block — [141, 876, 273, 1153]
story-body: اسلام آباد وزیر اعظم نے کہا ہے کہ حکومت عوام کو ریلیف فراہم کرنے کے لئے تمام وسائل بروئے کار لائے گی ملک میں مہنگائی پر قابو پانے کے لئے اقدامات کئے جا رہے ہیں وفاقی کابینہ کے اجلاس میں اہم فیصلے کئے گئے اپوزیشن جماعتوں نے حکومتی پالیسیوں پر تنقید کی اور کہا کہ عوام کے مسائل حل نہیں ہو رہے صوبائی حکومت نے ترقیاتی منصوبوں کے لئے فنڈز جاری کر دئیے ہیں جبکہ تعلیم اور صحت کے شعبوں میں اصلاحات کا اعلان بھی کیا گیا ہے عدالت عظمیٰ نے کیس کی سماعت کے دوران ریمارکس دئیے کہ قانون سب کے لئے برابر ہے پشاور میں شہریوں نے بجلی کی لوڈشیڈنگ کے خلاف احتجاج کیا اور مطالبہ کیا کہ مسئلہ فوری طور پر حل کیا جائے — [278, 1739, 410, 1998]
story-number: 57 — [280, 1723, 310, 1735]
story-block — [825, 325, 957, 602]
story-tag-label: روزنامہ اکسریت — [729, 878, 782, 887]
story-block — [825, 1735, 957, 2012]
story-body: اسلام آباد وزیر اعظم نے کہا ہے کہ حکومت عوام کو ریلیف فراہم کرنے کے لئے تمام وسائل بروئے کار لائے گی ملک میں مہنگائی پر قابو پانے کے لئے اقدامات کئے جا رہے ہیں وفاقی کابینہ کے اجلاس میں اہم فیصلے کئے گئے اپوزیشن جماعتوں نے حکومتی پالیسیوں پر تنقید کی اور کہا کہ عوام کے مسائل حل نہیں ہو رہے صوبائی حکومت نے ترقیاتی منصوبوں کے لئے فنڈز جاری کر دئیے ہیں جبکہ تعلیم اور صحت کے شعبوں میں اصلاحات کا اعلان بھی کیا گیا ہے عدالت عظمیٰ نے کیس کی سماعت کے دوران ریمارکس دئیے کہ قانون سب کے لئے برابر ہے پشاور میں شہریوں نے بجلی کی لوڈشیڈنگ کے خلاف احتجاج کیا اور مطالبہ کیا کہ مسئلہ فوری طور پر حل کیا جائے — [552, 1457, 683, 1716]
story-tag-label: روزنامہ اکسریت — [866, 328, 919, 337]
story-block — [415, 1722, 546, 1999]
story-tag-label: روزنامہ اکسریت — [45, 879, 98, 888]
story-tag — [141, 2004, 273, 2019]
story-number: 68 — [5, 1160, 36, 1172]
story-block — [278, 876, 410, 1153]
story-tag-brand: اشتہار — [1065, 1172, 1092, 1184]
story-tag — [278, 594, 410, 609]
story-tag — [4, 2004, 136, 2019]
story-tag-label: روزنامہ اکسریت — [593, 1443, 646, 1452]
story-number: 56 — [280, 1441, 310, 1454]
story-tag-brand: اشتہار — [1065, 2018, 1092, 2030]
story-body: اسلام آباد وزیر اعظم نے کہا ہے کہ حکومت عوام کو ریلیف فراہم کرنے کے لئے تمام وسائل بروئے کار لائے گی ملک میں مہنگائی پر قابو پانے کے لئے اقدامات کئے جا رہے ہیں وفاقی کابینہ کے اجلاس میں اہم فیصلے کئے گئے اپوزیشن جماعتوں نے حکومتی پالیسیوں پر تنقید کی اور کہا کہ عوام کے مسائل حل نہیں ہو رہے صوبائی حکومت نے ترقیاتی منصوبوں کے لئے فنڈز جاری کر دئیے ہیں جبکہ تعلیم اور صحت کے شعبوں میں اصلاحات کا اعلان بھی کیا گیا ہے عدالت عظمیٰ نے کیس کی سماعت کے دوران ریمارکس دئیے کہ قانون سب کے لئے برابر ہے پشاور میں شہریوں نے بجلی کی لوڈشیڈنگ کے خلاف احتجاج کیا اور مطالبہ کیا کہ مسئلہ فوری طور پر حل کیا جائے — [415, 611, 546, 870]
story-block — [278, 1158, 410, 1435]
story-tag-label: روزنامہ اکسریت — [1003, 1738, 1056, 1747]
masthead — [0, 0, 1096, 18]
story-tag-label: روزنامہ اکسریت — [593, 1161, 646, 1170]
story-tag-brand: اشتہار — [107, 313, 135, 325]
story-tag-label: روزنامہ اکسریت — [593, 597, 646, 606]
story-block — [962, 2017, 1094, 2294]
story-tag — [825, 325, 957, 340]
column-lead-text: Choi Hyun Joo & Nuclear Power Company — [713, 22, 820, 45]
story-body: اسلام آباد وزیر اعظم نے کہا ہے کہ حکومت عوام کو ریلیف فراہم کرنے کے لئے تمام وسائل بروئے کار لائے گی ملک میں مہنگائی پر قابو پانے کے لئے اقدامات کئے جا رہے ہیں وفاقی کابینہ کے اجلاس میں اہم فیصلے کئے گئے اپوزیشن جماعتوں نے حکومتی پالیسیوں پر تنقید کی اور کہا کہ عوام کے مسائل حل نہیں ہو رہے صوبائی حکومت نے ترقیاتی منصوبوں کے لئے فنڈز جاری کر دئیے ہیں جبکہ تعلیم اور صحت کے شعبوں میں اصلاحات کا اعلان بھی کیا گیا ہے عدالت عظمیٰ نے کیس کی سماعت کے دوران ریمارکس دئیے کہ قانون سب کے لئے برابر ہے پشاور میں شہریوں نے بجلی کی لوڈشیڈنگ کے خلاف احتجاج کیا اور مطالبہ کیا کہ مسئلہ فوری طور پر حل کیا جائے — [825, 906, 957, 1165]
story-body: اسلام آباد وزیر اعظم نے کہا ہے کہ حکومت عوام کو ریلیف فراہم کرنے کے لئے تمام وسائل بروئے کار لائے گی ملک میں مہنگائی پر قابو پانے کے لئے اقدامات کئے جا رہے ہیں وفاقی کابینہ کے اجلاس میں اہم فیصلے کئے گئے اپوزیشن جماعتوں نے حکومتی پالیسیوں پر تنقید کی اور کہا کہ عوام کے مسائل حل نہیں ہو رہے صوبائی حکومت نے ترقیاتی منصوبوں کے لئے فنڈز جاری کر دئیے ہیں جبکہ تعلیم اور صحت کے شعبوں میں اصلاحات کا اعلان بھی کیا گیا ہے عدالت عظمیٰ نے کیس کی سماعت کے دوران ریمارکس دئیے کہ قانون سب کے لئے برابر ہے پشاور میں شہریوں نے بجلی کی لوڈشیڈنگ کے خلاف احتجاج کیا اور مطالبہ کیا کہ مسئلہ فوری طور پر حل کیا جائے — [141, 330, 273, 588]
column-1 — [959, 20, 1096, 2574]
story-number: 29 — [827, 608, 857, 621]
story-tag-label: روزنامہ اکسریت — [182, 2007, 235, 2016]
story-body: اسلام آباد وزیر اعظم نے کہا ہے کہ حکومت عوام کو ریلیف فراہم کرنے کے لئے تمام وسائل بروئے کار لائے گی ملک میں مہنگائی پر قابو پانے کے لئے اقدامات کئے جا رہے ہیں وفاقی کابینہ کے اجلاس میں اہم فیصلے کئے گئے اپوزیشن جماعتوں نے حکومتی پالیسیوں پر تنقید کی اور کہا کہ عوام کے مسائل حل نہیں ہو رہے صوبائی حکومت نے ترقیاتی منصوبوں کے لئے فنڈز جاری کر دئیے ہیں جبکہ تعلیم اور صحت کے شعبوں میں اصلاحات کا اعلان بھی کیا گیا ہے عدالت عظمیٰ نے کیس کی سماعت کے دوران ریمارکس دئیے کہ قانون سب کے لئے برابر ہے پشاور میں شہریوں نے بجلی کی لوڈشیڈنگ کے خلاف احتجاج کیا اور مطالبہ کیا کہ مسئلہ فوری طور پر حل کیا جائے — [278, 1175, 410, 1434]
story-tag-label: روزنامہ اکسریت — [866, 892, 919, 901]
story-tag-label: روزنامہ اکسریت — [866, 1456, 919, 1465]
story-number: 35 — [690, 595, 720, 607]
story-tag-brand: اشتہار — [107, 878, 135, 890]
story-block — [141, 1158, 273, 1435]
story-body: اسلام آباد وزیر اعظم نے کہا ہے کہ حکومت عوام کو ریلیف فراہم کرنے کے لئے تمام وسائل بروئے کار لائے گی ملک میں مہنگائی پر قابو پانے کے لئے اقدامات کئے جا رہے ہیں وفاقی کابینہ کے اجلاس میں اہم فیصلے کئے گئے اپوزیشن جماعتوں نے حکومتی پالیسیوں پر تنقید کی اور کہا کہ عوام کے مسائل حل نہیں ہو رہے صوبائی حکومت نے ترقیاتی منصوبوں کے لئے فنڈز جاری کر دئیے ہیں جبکہ تعلیم اور صحت کے شعبوں میں اصلاحات کا اعلان بھی کیا گیا ہے عدالت عظمیٰ نے کیس کی سماعت کے دوران ریمارکس دئیے کہ قانون سب کے لئے برابر ہے پشاور میں شہریوں نے بجلی کی لوڈشیڈنگ کے خلاف احتجاج کیا اور مطالبہ کیا کہ مسئلہ فوری طور پر حل کیا جائے — [141, 1457, 273, 1716]
story-tag-brand: اشتہار — [1065, 2300, 1092, 2312]
story-tag — [825, 889, 957, 904]
story-block — [4, 1722, 136, 1999]
story-tag-brand: اشتہار — [244, 1441, 271, 1454]
story-tag-brand: اشتہار — [928, 890, 955, 903]
story-tag — [689, 2003, 820, 2018]
story-tag-brand: اشتہار — [381, 1441, 408, 1454]
story-tag — [689, 1721, 820, 1736]
story-body: اسلام آباد وزیر اعظم نے کہا ہے کہ حکومت عوام کو ریلیف فراہم کرنے کے لئے تمام وسائل بروئے کار لائے گی ملک میں مہنگائی پر قابو پانے کے لئے اقدامات کئے جا رہے ہیں وفاقی کابینہ کے اجلاس میں اہم فیصلے کئے گئے اپوزیشن جماعتوں نے حکومتی پالیسیوں پر تنقید کی اور کہا کہ عوام کے مسائل حل نہیں ہو رہے صوبائی حکومت نے ترقیاتی منصوبوں کے لئے فنڈز جاری کر دئیے ہیں جبکہ تعلیم اور صحت کے شعبوں میں اصلاحات کا اعلان بھی کیا گیا ہے عدالت عظمیٰ نے کیس کی سماعت کے دوران ریمارکس دئیے کہ قانون سب کے لئے برابر ہے پشاور میں شہریوں نے بجلی کی لوڈشیڈنگ کے خلاف احتجاج کیا اور مطالبہ کیا کہ مسئلہ فوری طور پر حل کیا جائے — [689, 1457, 820, 1716]
story-block — [415, 876, 546, 1153]
story-number: 22 — [964, 890, 994, 903]
story-tag — [962, 889, 1094, 904]
story-body: اسلام آباد وزیر اعظم نے کہا ہے کہ حکومت عوام کو ریلیف فراہم کرنے کے لئے تمام وسائل بروئے کار لائے گی ملک میں مہنگائی پر قابو پانے کے لئے اقدامات کئے جا رہے ہیں وفاقی کابینہ کے اجلاس میں اہم فیصلے کئے گئے اپوزیشن جماعتوں نے حکومتی پالیسیوں پر تنقید کی اور کہا کہ عوام کے مسائل حل نہیں ہو رہے صوبائی حکومت نے ترقیاتی منصوبوں کے لئے فنڈز جاری کر دئیے ہیں جبکہ تعلیم اور صحت کے شعبوں میں اصلاحات کا اعلان بھی کیا گیا ہے عدالت عظمیٰ نے کیس کی سماعت کے دوران ریمارکس دئیے کہ قانون سب کے لئے برابر ہے پشاور میں شہریوں نے بجلی کی لوڈشیڈنگ کے خلاف احتجاج کیا اور مطالبہ کیا کہ مسئلہ فوری طور پر حل کیا جائے — [4, 1457, 136, 1716]
story-tag-brand: اشتہار — [655, 878, 682, 890]
story-block — [4, 2004, 136, 2281]
story-tag-brand: اشتہار — [1065, 1454, 1092, 1466]
column-lead-text: پولیس نے کارروائی کرتے ہوئے ملزمان کو گرفتار کر لیا — [4, 22, 136, 46]
story-tag-label: روزنامہ اکسریت — [1003, 1456, 1056, 1465]
story-number: 47 — [416, 596, 447, 608]
story-body: اسلام آباد وزیر اعظم نے کہا ہے کہ حکومت عوام کو ریلیف فراہم کرنے کے لئے تمام وسائل بروئے کار لائے گی ملک میں مہنگائی پر قابو پانے کے لئے اقدامات کئے جا رہے ہیں وفاقی کابینہ کے اجلاس میں اہم فیصلے کئے گئے اپوزیشن جماعتوں نے حکومتی پالیسیوں پر تنقید کی اور کہا کہ عوام کے مسائل حل نہیں ہو رہے صوبائی حکومت نے ترقیاتی منصوبوں کے لئے فنڈز جاری کر دئیے ہیں جبکہ تعلیم اور صحت کے شعبوں میں اصلاحات کا اعلان بھی کیا گیا ہے عدالت عظمیٰ نے کیس کی سماعت کے دوران ریمارکس دئیے کہ قانون سب کے لئے برابر ہے پشاور میں شہریوں نے بجلی کی لوڈشیڈنگ کے خلاف احتجاج کیا اور مطالبہ کیا کہ مسئلہ فوری طور پر حل کیا جائے — [689, 1175, 820, 1434]
story-tag — [689, 311, 820, 327]
story-tag-brand: اشتہار — [107, 1160, 135, 1172]
story-tag — [4, 876, 136, 891]
column-body-text: اسلام آباد وزیر اعظم نے کہا ہے کہ حکومت عوام کو ریلیف فراہم کرنے کے لئے تمام وسائل بروئے کار لائے گی ملک میں مہنگائی پر قابو پانے کے لئے اقدامات کئے جا رہے ہیں وفاقی کابینہ کے اجلاس میں اہم فیصلے کئے گئے اپوزیشن جماعتوں نے حکومتی پالیسیوں پر تنقید کی اور کہا کہ عوام کے مسائل حل نہیں ہو رہے صوبائی حکومت نے ترقیاتی منصوبوں کے لئے فنڈز جاری کر دئیے ہیں جبکہ تعلیم اور صحت کے شعبوں میں اصلاحات کا اعلان بھی کیا گیا ہے عدالت عظمیٰ نے کیس کی سماعت کے دوران ریمارکس دئیے کہ قانون سب کے لئے برابر ہے پشاور میں شہریوں نے بجلی کی لوڈشیڈنگ کے خلاف احتجاج کیا اور مطالبہ کیا کہ مسئلہ فوری طور پر حل کیا جائے — [825, 60, 957, 319]
story-block — [4, 311, 136, 589]
story-body: اسلام آباد وزیر اعظم نے کہا ہے کہ حکومت عوام کو ریلیف فراہم کرنے کے لئے تمام وسائل بروئے کار لائے گی ملک میں مہنگائی پر قابو پانے کے لئے اقدامات کئے جا رہے ہیں وفاقی کابینہ کے اجلاس میں اہم فیصلے کئے گئے اپوزیشن جماعتوں نے حکومتی پالیسیوں پر تنقید کی اور کہا کہ عوام کے مسائل حل نہیں ہو رہے صوبائی حکومت نے ترقیاتی منصوبوں کے لئے فنڈز جاری کر دئیے ہیں جبکہ تعلیم اور صحت کے شعبوں میں اصلاحات کا اعلان بھی کیا گیا ہے عدالت عظمیٰ نے کیس کی سماعت کے دوران ریمارکس دئیے کہ قانون سب کے لئے برابر ہے پشاور میں شہریوں نے بجلی کی لوڈشیڈنگ کے خلاف احتجاج کیا اور مطالبہ کیا کہ مسئلہ فوری طور پر حل کیا جائے — [4, 330, 136, 588]
story-tag — [689, 1157, 820, 1172]
story-tag — [552, 1440, 683, 1455]
story-block — [962, 889, 1094, 1166]
story-tag-label: روزنامہ اکسریت — [456, 314, 509, 324]
story-tag — [962, 325, 1094, 340]
story-tag-brand: اشتہار — [381, 878, 408, 890]
story-tag-label: روزنامہ اکسریت — [456, 1443, 509, 1452]
story-tag — [415, 594, 546, 609]
story-body: اسلام آباد وزیر اعظم نے کہا ہے کہ حکومت عوام کو ریلیف فراہم کرنے کے لئے تمام وسائل بروئے کار لائے گی ملک میں مہنگائی پر قابو پانے کے لئے اقدامات کئے جا رہے ہیں وفاقی کابینہ کے اجلاس میں اہم فیصلے کئے گئے اپوزیشن جماعتوں نے حکومتی پالیسیوں پر تنقید کی اور کہا کہ عوام کے مسائل حل نہیں ہو رہے صوبائی حکومت نے ترقیاتی منصوبوں کے لئے فنڈز جاری کر دئیے ہیں جبکہ تعلیم اور صحت کے شعبوں میں اصلاحات کا اعلان بھی کیا گیا ہے عدالت عظمیٰ نے کیس کی سماعت کے دوران ریمارکس دئیے کہ قانون سب کے لئے برابر ہے پشاور میں شہریوں نے بجلی کی لوڈشیڈنگ کے خلاف احتجاج کیا اور مطالبہ کیا کہ مسئلہ فوری طور پر حل کیا جائے — [278, 1457, 410, 1716]
story-number: 37 — [690, 1159, 720, 1171]
story-tag — [689, 1439, 820, 1454]
story-tag-label: روزنامہ اکسریت — [182, 879, 235, 888]
story-block — [141, 2004, 273, 2281]
story-tag — [962, 2017, 1094, 2032]
story-tag-label: روزنامہ اکسریت — [729, 2006, 782, 2015]
story-block — [962, 2299, 1094, 2576]
story-tag — [962, 607, 1094, 622]
story-tag — [962, 1171, 1094, 1186]
story-body: اسلام آباد وزیر اعظم نے کہا ہے کہ حکومت عوام کو ریلیف فراہم کرنے کے لئے تمام وسائل بروئے کار لائے گی ملک میں مہنگائی پر قابو پانے کے لئے اقدامات کئے جا رہے ہیں وفاقی کابینہ کے اجلاس میں اہم فیصلے کئے گئے اپوزیشن جماعتوں نے حکومتی پالیسیوں پر تنقید کی اور کہا کہ عوام کے مسائل حل نہیں ہو رہے صوبائی حکومت نے ترقیاتی منصوبوں کے لئے فنڈز جاری کر دئیے ہیں جبکہ تعلیم اور صحت کے شعبوں میں اصلاحات کا اعلان بھی کیا گیا ہے عدالت عظمیٰ نے کیس کی سماعت کے دوران ریمارکس دئیے کہ قانون سب کے لئے برابر ہے پشاور میں شہریوں نے بجلی کی لوڈشیڈنگ کے خلاف احتجاج کیا اور مطالبہ کیا کہ مسئلہ فوری طور پر حل کیا جائے — [689, 1739, 820, 1998]
story-tag-brand: اشتہار — [381, 596, 408, 608]
story-number: 72 — [5, 2287, 36, 2299]
story-block — [278, 594, 410, 872]
story-body: اسلام آباد وزیر اعظم نے کہا ہے کہ حکومت عوام کو ریلیف فراہم کرنے کے لئے تمام وسائل بروئے کار لائے گی ملک میں مہنگائی پر قابو پانے کے لئے اقدامات کئے جا رہے ہیں وفاقی کابینہ کے اجلاس میں اہم فیصلے کئے گئے اپوزیشن جماعتوں نے حکومتی پالیسیوں پر تنقید کی اور کہا کہ عوام کے مسائل حل نہیں ہو رہے صوبائی حکومت نے ترقیاتی منصوبوں کے لئے فنڈز جاری کر دئیے ہیں جبکہ تعلیم اور صحت کے شعبوں میں اصلاحات کا اعلان بھی کیا گیا ہے عدالت عظمیٰ نے کیس کی سماعت کے دوران ریمارکس دئیے کہ قانون سب کے لئے برابر ہے پشاور میں شہریوں نے بجلی کی لوڈشیڈنگ کے خلاف احتجاج کیا اور مطالبہ کیا کہ مسئلہ فوری طور پر حل کیا جائے — [415, 1457, 546, 1716]
story-body: اسلام آباد وزیر اعظم نے کہا ہے کہ حکومت عوام کو ریلیف فراہم کرنے کے لئے تمام وسائل بروئے کار لائے گی ملک میں مہنگائی پر قابو پانے کے لئے اقدامات کئے جا رہے ہیں وفاقی کابینہ کے اجلاس میں اہم فیصلے کئے گئے اپوزیشن جماعتوں نے حکومتی پالیسیوں پر تنقید کی اور کہا کہ عوام کے مسائل حل نہیں ہو رہے صوبائی حکومت نے ترقیاتی منصوبوں کے لئے فنڈز جاری کر دئیے ہیں جبکہ تعلیم اور صحت کے شعبوں میں اصلاحات کا اعلان بھی کیا گیا ہے عدالت عظمیٰ نے کیس کی سماعت کے دوران ریمارکس دئیے کہ قانون سب کے لئے برابر ہے پشاور میں شہریوں نے بجلی کی لوڈشیڈنگ کے خلاف احتجاج کیا اور مطالبہ کیا کہ مسئلہ فوری طور پر حل کیا جائے — [141, 893, 273, 1152]
story-body: اسلام آباد وزیر اعظم نے کہا ہے کہ حکومت عوام کو ریلیف فراہم کرنے کے لئے تمام وسائل بروئے کار لائے گی ملک میں مہنگائی پر قابو پانے کے لئے اقدامات کئے جا رہے ہیں وفاقی کابینہ کے اجلاس میں اہم فیصلے کئے گئے اپوزیشن جماعتوں نے حکومتی پالیسیوں پر تنقید کی اور کہا کہ عوام کے مسائل حل نہیں ہو رہے صوبائی حکومت نے ترقیاتی منصوبوں کے لئے فنڈز جاری کر دئیے ہیں جبکہ تعلیم اور صحت کے شعبوں میں اصلاحات کا اعلان بھی کیا گیا ہے عدالت عظمیٰ نے کیس کی سماعت کے دوران ریمارکس دئیے کہ قانون سب کے لئے برابر ہے پشاور میں شہریوں نے بجلی کی لوڈشیڈنگ کے خلاف احتجاج کیا اور مطالبہ کیا کہ مسئلہ فوری طور پر حل کیا جائے — [4, 1175, 136, 1434]
story-body: اسلام آباد وزیر اعظم نے کہا ہے کہ حکومت عوام کو ریلیف فراہم کرنے کے لئے تمام وسائل بروئے کار لائے گی ملک میں مہنگائی پر قابو پانے کے لئے اقدامات کئے جا رہے ہیں وفاقی کابینہ کے اجلاس میں اہم فیصلے کئے گئے اپوزیشن جماعتوں نے حکومتی پالیسیوں پر تنقید کی اور کہا کہ عوام کے مسائل حل نہیں ہو رہے صوبائی حکومت نے ترقیاتی منصوبوں کے لئے فنڈز جاری کر دئیے ہیں جبکہ تعلیم اور صحت کے شعبوں میں اصلاحات کا اعلان بھی کیا گیا ہے عدالت عظمیٰ نے کیس کی سماعت کے دوران ریمارکس دئیے کہ قانون سب کے لئے برابر ہے پشاور میں شہریوں نے بجلی کی لوڈشیڈنگ کے خلاف احتجاج کیا اور مطالبہ کیا کہ مسئلہ فوری طور پر حل کیا جائے — [415, 330, 546, 588]
story-block — [962, 325, 1094, 602]
story-tag-brand: اشتہار — [381, 313, 408, 325]
story-tag — [278, 1722, 410, 1737]
column-3 — [686, 20, 822, 2280]
story-tag-brand: اشتہار — [928, 1172, 955, 1184]
story-body: اسلام آباد وزیر اعظم نے کہا ہے کہ حکومت عوام کو ریلیف فراہم کرنے کے لئے تمام وسائل بروئے کار لائے گی ملک میں مہنگائی پر قابو پانے کے لئے اقدامات کئے جا رہے ہیں وفاقی کابینہ کے اجلاس میں اہم فیصلے کئے گئے اپوزیشن جماعتوں نے حکومتی پالیسیوں پر تنقید کی اور کہا کہ عوام کے مسائل حل نہیں ہو رہے صوبائی حکومت نے ترقیاتی منصوبوں کے لئے فنڈز جاری کر دئیے ہیں جبکہ تعلیم اور صحت کے شعبوں میں اصلاحات کا اعلان بھی کیا گیا ہے عدالت عظمیٰ نے کیس کی سماعت کے دوران ریمارکس دئیے کہ قانون سب کے لئے برابر ہے پشاور میں شہریوں نے بجلی کی لوڈشیڈنگ کے خلاف احتجاج کیا اور مطالبہ کیا کہ مسئلہ فوری طور پر حل کیا جائے — [962, 906, 1094, 1165]
story-number: 50 — [416, 1441, 447, 1454]
column-lead-text: حکومت نے واضح کیا کہ قومی اسمبلی کا اجلاس بلایا جائے گا — [552, 22, 683, 46]
story-tag-brand: اشتہار — [655, 1160, 682, 1172]
story-tag-label: روزنامہ اکسریت — [593, 879, 646, 888]
story-tag — [4, 1158, 136, 1173]
story-tag-label: روزنامہ اکسریت — [1003, 892, 1056, 901]
masthead-daily: DAILY — [2, 5, 35, 17]
story-tag — [415, 311, 546, 327]
story-block — [415, 1440, 546, 1717]
story-body: اسلام آباد وزیر اعظم نے کہا ہے کہ حکومت عوام کو ریلیف فراہم کرنے کے لئے تمام وسائل بروئے کار لائے گی ملک میں مہنگائی پر قابو پانے کے لئے اقدامات کئے جا رہے ہیں وفاقی کابینہ کے اجلاس میں اہم فیصلے کئے گئے اپوزیشن جماعتوں نے حکومتی پالیسیوں پر تنقید کی اور کہا کہ عوام کے مسائل حل نہیں ہو رہے صوبائی حکومت نے ترقیاتی منصوبوں کے لئے فنڈز جاری کر دئیے ہیں جبکہ تعلیم اور صحت کے شعبوں میں اصلاحات کا اعلان بھی کیا گیا ہے عدالت عظمیٰ نے کیس کی سماعت کے دوران ریمارکس دئیے کہ قانون سب کے لئے برابر ہے پشاور میں شہریوں نے بجلی کی لوڈشیڈنگ کے خلاف احتجاج کیا اور مطالبہ کیا کہ مسئلہ فوری طور پر حل کیا جائے — [962, 1470, 1094, 1729]
story-tag-label: روزنامہ اکسریت — [729, 596, 782, 605]
story-body: اسلام آباد وزیر اعظم نے کہا ہے کہ حکومت عوام کو ریلیف فراہم کرنے کے لئے تمام وسائل بروئے کار لائے گی ملک میں مہنگائی پر قابو پانے کے لئے اقدامات کئے جا رہے ہیں وفاقی کابینہ کے اجلاس میں اہم فیصلے کئے گئے اپوزیشن جماعتوں نے حکومتی پالیسیوں پر تنقید کی اور کہا کہ عوام کے مسائل حل نہیں ہو رہے صوبائی حکومت نے ترقیاتی منصوبوں کے لئے فنڈز جاری کر دئیے ہیں جبکہ تعلیم اور صحت کے شعبوں میں اصلاحات کا اعلان بھی کیا گیا ہے عدالت عظمیٰ نے کیس کی سماعت کے دوران ریمارکس دئیے کہ قانون سب کے لئے برابر ہے پشاور میں شہریوں نے بجلی کی لوڈشیڈنگ کے خلاف احتجاج کیا اور مطالبہ کیا کہ مسئلہ فوری طور پر حل کیا جائے — [552, 893, 683, 1152]
story-tag-label: روزنامہ اکسریت — [456, 1725, 509, 1734]
story-block — [141, 1440, 273, 1717]
story-tag — [141, 1440, 273, 1455]
story-block — [4, 876, 136, 1153]
story-tag-brand: اشتہار — [381, 1723, 408, 1735]
story-block — [552, 1440, 683, 1717]
story-tag-label: روزنامہ اکسریت — [456, 1161, 509, 1170]
story-number: 60 — [143, 878, 173, 890]
story-body: اسلام آباد وزیر اعظم نے کہا ہے کہ حکومت عوام کو ریلیف فراہم کرنے کے لئے تمام وسائل بروئے کار لائے گی ملک میں مہنگائی پر قابو پانے کے لئے اقدامات کئے جا رہے ہیں وفاقی کابینہ کے اجلاس میں اہم فیصلے کئے گئے اپوزیشن جماعتوں نے حکومتی پالیسیوں پر تنقید کی اور کہا کہ عوام کے مسائل حل نہیں ہو رہے صوبائی حکومت نے ترقیاتی منصوبوں کے لئے فنڈز جاری کر دئیے ہیں جبکہ تعلیم اور صحت کے شعبوں میں اصلاحات کا اعلان بھی کیا گیا ہے عدالت عظمیٰ نے کیس کی سماعت کے دوران ریمارکس دئیے کہ قانون سب کے لئے برابر ہے پشاور میں شہریوں نے بجلی کی لوڈشیڈنگ کے خلاف احتجاج کیا اور مطالبہ کیا کہ مسئلہ فوری طور پر حل کیا جائے — [962, 2035, 1094, 2293]
story-number: 53 — [280, 596, 310, 608]
